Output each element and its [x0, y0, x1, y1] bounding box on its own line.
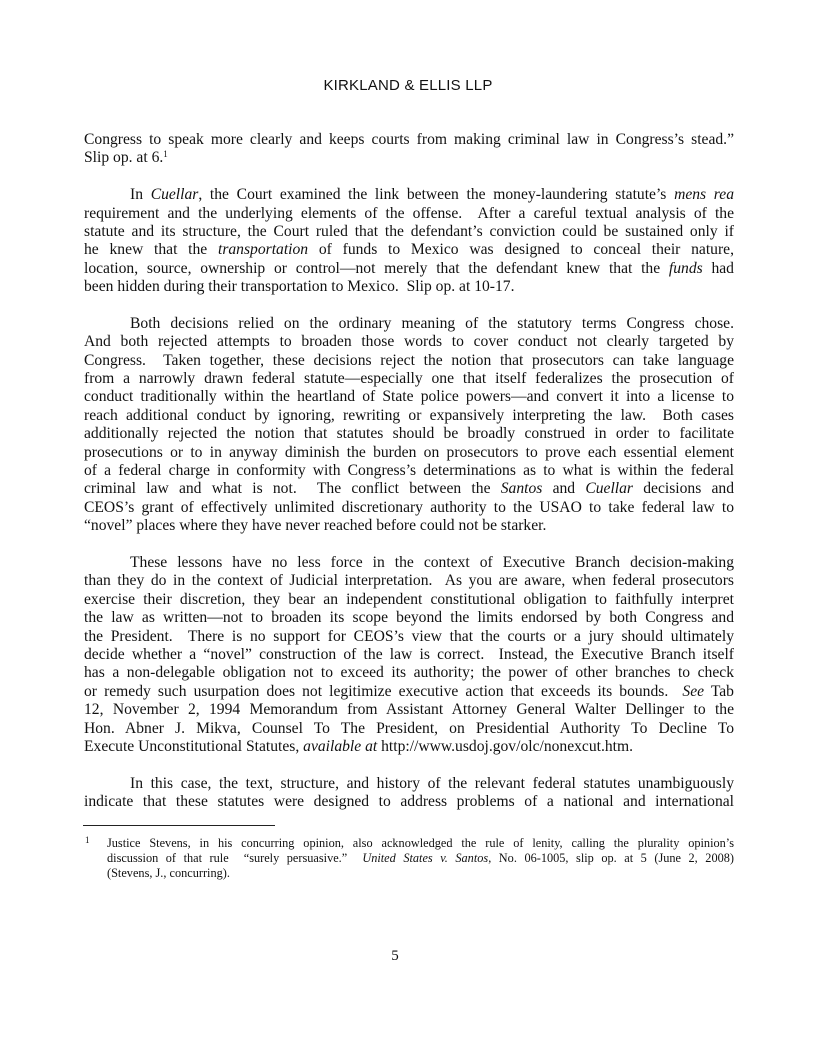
text-segment: the President. There is no support for CEOS’s view that the courts or a jury should ultimately: [84, 627, 734, 645]
text-line: [107, 851, 734, 866]
text-line: [84, 499, 734, 517]
text-segment: In this case, the text, structure, and history of the relevant federal statutes unambiguously: [130, 774, 734, 792]
text-segment: CEOS’s grant of effectively unlimited discretionary authority to the USAO to take federal law to: [84, 498, 734, 516]
text-line: [84, 554, 734, 572]
text-segment: and: [542, 480, 586, 498]
paragraph: [84, 315, 734, 536]
paragraph: [84, 554, 734, 756]
text-line: [84, 609, 734, 627]
text-segment: of funds to Mexico was designed to conceal their nature,: [308, 241, 734, 259]
text-segment: had: [702, 259, 734, 277]
letterhead-firm-name: KIRKLAND & ELLIS LLP: [323, 77, 493, 94]
text-segment: reach additional conduct by ignoring, rewriting or expansively interpreting the law. Both cases: [84, 406, 734, 424]
text-line: [84, 388, 734, 406]
page-number: 5: [391, 948, 399, 964]
text-line: [84, 646, 734, 664]
text-segment: statute and its structure, the Court ruled that the defendant’s conviction could be sustained only if: [84, 222, 734, 240]
footnote-reference: 1: [163, 149, 168, 160]
text-line: [84, 131, 734, 149]
text-segment: Tab: [704, 682, 734, 700]
text-segment: than they do in the context of Judicial interpretation. As you are aware, when federal prosecutors: [84, 572, 734, 590]
text-line: [84, 315, 734, 333]
text-segment: requirement and the underlying elements of the offense. After a careful textual analysis of the: [84, 204, 734, 222]
text-line: [84, 628, 734, 646]
text-segment: Slip op. at 6.: [84, 149, 164, 167]
text-line: [84, 186, 734, 204]
letter-body: [84, 131, 734, 830]
text-segment: decisions and: [632, 480, 734, 498]
text-line: [84, 480, 734, 498]
footnote-separator: [83, 825, 275, 826]
text-segment: (Stevens, J., concurring).: [107, 866, 230, 880]
text-segment: decide whether a “novel” construction of the law is correct. Instead, the Executive Branch itself: [84, 645, 734, 663]
footnote-text: [107, 836, 734, 881]
text-line: [84, 149, 734, 167]
text-line: [84, 517, 734, 535]
text-segment: additionally rejected the notion that statutes should be broadly construed in order to facilitate: [84, 425, 734, 443]
text-segment: Both decisions relied on the ordinary meaning of the statutory terms Congress chose.: [130, 314, 734, 332]
text-line: [84, 205, 734, 223]
text-line: [84, 720, 734, 738]
text-segment: discussion of that rule “surely persuasive.”: [107, 851, 363, 865]
italic-text: Santos: [500, 480, 543, 498]
text-segment: prosecutions or to in anyway diminish the burden on prosecutors to prove each essential element: [84, 443, 734, 461]
text-segment: or remedy such usurpation does not legitimize executive action that exceeds its bounds.: [84, 682, 683, 700]
paragraph: [84, 131, 734, 168]
paragraph: [84, 186, 734, 296]
text-line: [84, 572, 734, 590]
text-line: [84, 793, 734, 811]
paragraph: [84, 775, 734, 812]
text-segment: Execute Unconstitutional Statutes,: [84, 737, 304, 755]
italic-text: United States v. Santos: [362, 851, 489, 865]
footnote-1: [84, 836, 734, 881]
text-segment: exercise their discretion, they bear an independent constitutional obligation to faithfully interpret: [84, 590, 734, 608]
text-segment: been hidden during their transportation to Mexico. Slip op. at 10-17.: [84, 278, 515, 296]
text-line: [84, 701, 734, 719]
text-segment: In: [130, 186, 151, 204]
text-segment: http://www.usdoj.gov/olc/nonexcut.htm.: [377, 737, 634, 755]
text-segment: , the Court examined the link between the money-laundering statute’s: [198, 186, 675, 204]
text-line: [84, 241, 734, 259]
text-segment: the law as written—not to broaden its scope beyond the limits endorsed by both Congress and: [84, 609, 734, 627]
text-segment: he knew that the: [84, 241, 218, 259]
text-segment: , No. 06-1005, slip op. at 5 (June 2, 2008): [488, 851, 734, 865]
italic-text: mens rea: [674, 186, 734, 204]
text-segment: These lessons have no less force in the context of Executive Branch decision-making: [130, 553, 734, 571]
text-line: [84, 333, 734, 351]
text-segment: has a non-delegable obligation not to exceed its authority; the power of other branches to check: [84, 664, 734, 682]
text-line: [84, 278, 734, 296]
text-line: [84, 407, 734, 425]
text-segment: 12, November 2, 1994 Memorandum from Assistant Attorney General Walter Dellinger to the: [84, 701, 734, 719]
text-segment: Congress to speak more clearly and keeps courts from making criminal law in Congress’s stead.”: [84, 131, 734, 148]
text-segment: Hon. Abner J. Mikva, Counsel To The President, on Presidential Authority To Decline To: [84, 719, 734, 737]
text-line: [84, 425, 734, 443]
text-line: [84, 775, 734, 793]
text-segment: indicate that these statutes were designed to address problems of a national and international: [84, 793, 734, 811]
text-segment: conduct traditionally within the heartland of State police powers—and convert it into a license to: [84, 388, 734, 406]
text-segment: location, source, ownership or control—not merely that the defendant knew that the: [84, 259, 669, 277]
text-segment: from a narrowly drawn federal statute—especially one that itself federalizes the prosecution of: [84, 370, 734, 388]
text-line: [84, 352, 734, 370]
italic-text: Cuellar: [585, 480, 633, 498]
text-segment: of a federal charge in conformity with Congress’s determinations as to what is within the federal: [84, 462, 734, 480]
italic-text: Cuellar: [150, 186, 199, 204]
text-line: [84, 683, 734, 701]
italic-text: transportation: [217, 241, 309, 259]
italic-text: See: [682, 682, 705, 700]
text-line: [84, 462, 734, 480]
text-segment: “novel” places where they have never reached before could not be starker.: [84, 517, 547, 535]
footnote-marker: 1: [85, 835, 90, 845]
text-line: [107, 836, 734, 851]
text-line: [84, 223, 734, 241]
text-line: [84, 738, 734, 756]
text-segment: And both rejected attempts to broaden those words to cover conduct not clearly targeted by: [84, 333, 734, 351]
text-line: [107, 866, 734, 881]
text-line: [84, 591, 734, 609]
text-segment: Congress. Taken together, these decisions reject the notion that prosecutors can take language: [84, 351, 734, 369]
italic-text: available at: [303, 737, 378, 755]
text-line: [84, 370, 734, 388]
italic-text: funds: [668, 259, 703, 277]
text-line: [84, 260, 734, 278]
text-line: [84, 444, 734, 462]
text-segment: Justice Stevens, in his concurring opinion, also acknowledged the rule of lenity, calling the plurality opinion’s: [107, 836, 734, 850]
text-line: [84, 664, 734, 682]
text-segment: criminal law and what is not. The conflict between the: [84, 480, 501, 498]
